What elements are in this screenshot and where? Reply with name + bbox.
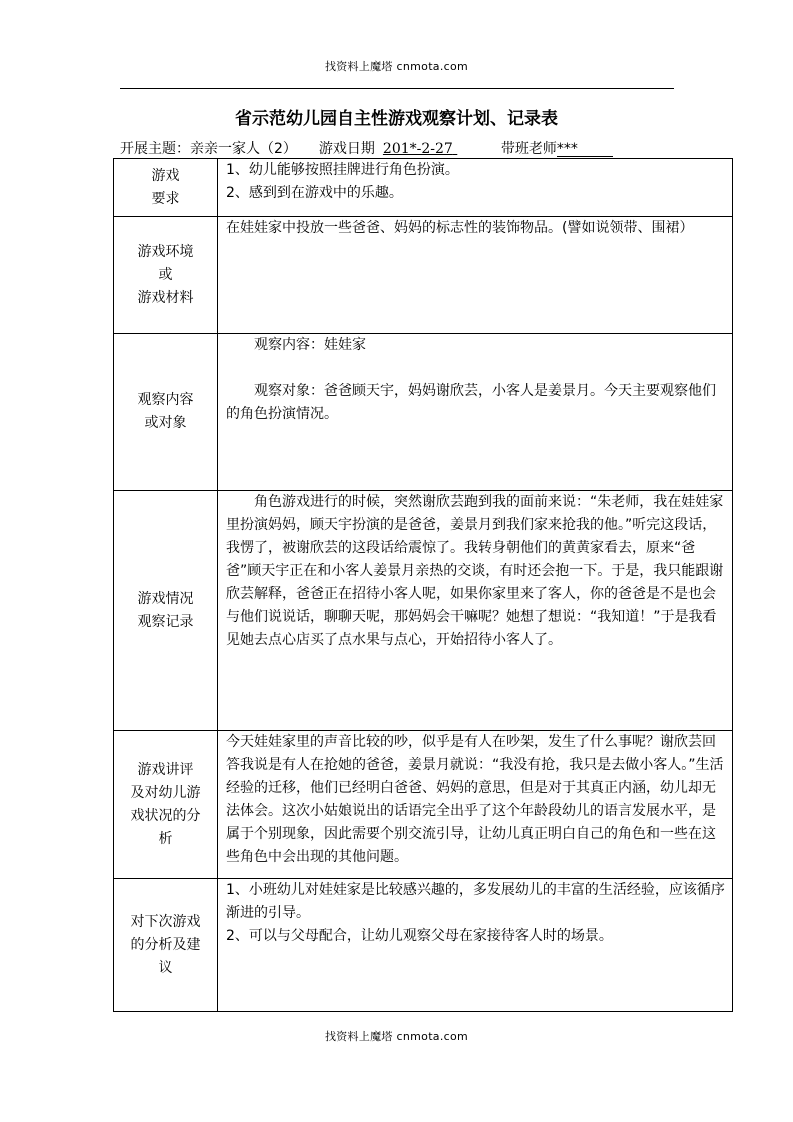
theme-label: 开展主题：	[120, 141, 190, 157]
label-line: 要求	[151, 190, 180, 207]
label-line: 及对幼儿游	[130, 784, 201, 801]
label-line: 观察记录	[137, 613, 194, 630]
label-line: 观察内容	[137, 392, 194, 408]
content-line: 在娃娃家中投放一些爸爸、妈妈的标志性的装饰物品。(譬如说领带、围裙）	[226, 220, 694, 236]
table-row	[114, 491, 733, 731]
content-line: 今天娃娃家里的声音比较的吵，似乎是有人在吵架，发生了什么事呢？谢欣芸回答我说是有人在抢她的爸爸，姜景月就说：“我没有抢，我只是去做小客人。”生活经验的迁移，他们已经明白爸爸、妈妈的意思，但是对于其真正内涵，幼儿却无法体会。这次小姑娘说出的话语完全出乎了这个年龄段幼儿的语言发展水平，是属于个别现象，因此需要个别交流引导，让幼儿真正明白自己的角色和一些在这些角色中会出现的其他问题。	[226, 734, 724, 865]
label-line: 对下次游戏	[130, 913, 201, 930]
label-line: 的分析及建	[130, 936, 201, 953]
row-label	[114, 217, 218, 334]
content-line: 2、感到到在游戏中的乐趣。	[226, 185, 403, 201]
header-watermark: 找资料上魔塔 cnmota.com	[324, 60, 469, 73]
table-row	[114, 334, 733, 491]
label-line: 游戏材料	[137, 289, 194, 306]
label-line: 或对象	[144, 415, 187, 431]
observation-table	[113, 158, 733, 1012]
table-row	[114, 879, 733, 1012]
row-label	[114, 879, 218, 1012]
footer-watermark: 找资料上魔塔 cnmota.com	[324, 1030, 469, 1043]
row-content	[218, 879, 733, 1012]
document-title: 省示范幼儿园自主性游戏观察计划、记录表	[235, 109, 558, 129]
content-line: 观察内容：娃娃家	[254, 337, 366, 353]
content-line: 2、可以与父母配合，让幼儿观察父母在家接待客人时的场景。	[226, 928, 613, 944]
label-line: 戏状况的分	[130, 807, 201, 824]
content-line: 1、幼儿能够按照挂牌进行角色扮演。	[226, 162, 459, 178]
label-line: 游戏情况	[137, 590, 194, 607]
table-row	[114, 217, 733, 334]
teacher-label: 带班老师	[500, 141, 557, 157]
content-line: 角色游戏进行的时候，突然谢欣芸跑到我的面前来说：“朱老师，我在娃娃家里扮演妈妈，顾天宇扮演的是爸爸，姜景月到我们家来抢我的他。”听完这段话，我愣了，被谢欣芸的这段话给震惊了。我转身朝他们的黄黄家看去，原来“爸爸”顾天宇正在和小客人姜景月亲热的交谈，有时还会抱一下。于是，我只能跟谢欣芸解释，爸爸正在招待小客人呢，如果你家里来了客人，你的爸爸是不是也会与他们说说话，聊聊天呢，那妈妈会干嘛呢？她想了想说：“我知道！”于是我看见她去点心店买了点水果与点心，开始招待小客人了。	[226, 494, 724, 648]
row-content	[218, 159, 733, 217]
row-label	[114, 731, 218, 879]
label-line: 议	[158, 959, 173, 976]
label-line: 或	[158, 266, 173, 283]
date-value: 201*-2-27	[382, 141, 453, 157]
row-content	[218, 491, 733, 731]
row-label	[114, 159, 218, 217]
row-content	[218, 334, 733, 491]
teacher-value: ***	[557, 142, 613, 157]
table-row	[114, 731, 733, 879]
row-label	[114, 491, 218, 731]
label-line: 游戏	[151, 167, 180, 184]
row-content	[218, 217, 733, 334]
theme-value: 亲亲一家人（2）	[190, 141, 297, 157]
header-rule	[120, 88, 674, 89]
row-label	[114, 334, 218, 491]
content-line: 观察对象：爸爸顾天宇，妈妈谢欣芸，小客人是姜景月。今天主要观察他们的角色扮演情况。	[226, 383, 716, 422]
label-line: 析	[158, 830, 173, 847]
content-line: 1、小班幼儿对娃娃家是比较感兴趣的，多发展幼儿的丰富的生活经验，应该循序渐进的引导。	[226, 882, 725, 921]
table-row	[114, 159, 733, 217]
label-line: 游戏讲评	[137, 761, 194, 778]
date-label: 游戏日期	[318, 141, 375, 157]
row-content	[218, 731, 733, 879]
meta-row	[120, 138, 613, 158]
label-line: 游戏环境	[137, 243, 194, 260]
